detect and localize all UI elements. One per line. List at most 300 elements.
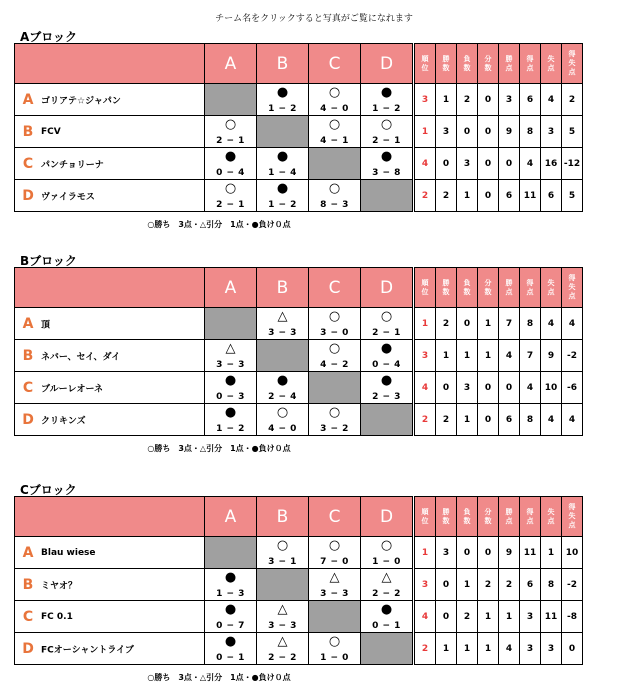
- stat-value: 0: [436, 372, 457, 404]
- stat-value: 1: [457, 569, 478, 601]
- result-score: 4 − 0: [268, 424, 297, 434]
- match-result-cell: [361, 308, 414, 340]
- stat-value: 2: [436, 404, 457, 436]
- match-result-cell: [205, 116, 257, 148]
- result-score: 3 − 3: [268, 621, 297, 631]
- result-score: 1 − 2: [268, 104, 297, 114]
- result-score: 3 − 1: [268, 557, 297, 567]
- match-result-cell: [309, 340, 361, 372]
- stat-column-header: [499, 268, 520, 308]
- result-score: 1 − 3: [216, 589, 245, 599]
- team-cell: [15, 340, 205, 372]
- stat-header-label: 負数: [463, 54, 471, 72]
- team-row: [15, 404, 583, 436]
- match-result-cell: [205, 601, 257, 633]
- stat-value: 3: [457, 148, 478, 180]
- match-result-cell: [257, 180, 309, 212]
- stat-header-label: 勝数: [442, 507, 450, 525]
- stat-value: 6: [499, 404, 520, 436]
- rank-value: 2: [414, 633, 436, 665]
- result-mark: ○: [328, 85, 341, 100]
- stat-column-header: [562, 44, 583, 84]
- stat-header-label: 勝数: [442, 54, 450, 72]
- result-mark: ●: [224, 373, 237, 388]
- result-score: 3 − 2: [320, 424, 349, 434]
- stat-value: 0: [478, 116, 499, 148]
- result-mark: ●: [224, 405, 237, 420]
- stat-value: 1: [478, 633, 499, 665]
- header-row: [15, 44, 583, 84]
- opponent-column-header: B: [257, 44, 309, 84]
- match-result-cell: [361, 148, 414, 180]
- stat-column-header: [414, 44, 436, 84]
- stat-header-label: 順位: [421, 507, 429, 525]
- stat-column-header: [541, 497, 562, 537]
- rank-value: 3: [414, 569, 436, 601]
- result-score: 2 − 2: [372, 589, 401, 599]
- opponent-column-header: C: [309, 44, 361, 84]
- stat-value: 0: [478, 537, 499, 569]
- opponent-column-header: A: [205, 44, 257, 84]
- stat-value: 2: [457, 84, 478, 116]
- result-mark: △: [225, 341, 236, 356]
- stat-value: 9: [499, 537, 520, 569]
- match-result-cell: [309, 537, 361, 569]
- team-name-link[interactable]: Blau wiese: [41, 547, 96, 558]
- match-result-cell: [309, 569, 361, 601]
- result-mark: △: [277, 602, 288, 617]
- match-result-cell: [361, 601, 414, 633]
- team-cell: [15, 569, 205, 601]
- result-mark: ○: [328, 634, 341, 649]
- rank-value: 2: [414, 180, 436, 212]
- header-row: [15, 268, 583, 308]
- team-cell: [15, 372, 205, 404]
- result-score: 1 − 0: [320, 653, 349, 663]
- opponent-column-header: D: [361, 268, 414, 308]
- stat-value: 3: [541, 633, 562, 665]
- match-result-cell: [257, 537, 309, 569]
- stat-header-label: 得失点: [568, 503, 576, 529]
- match-result-cell: [309, 404, 361, 436]
- stat-value: 3: [541, 116, 562, 148]
- stat-value: 2: [478, 569, 499, 601]
- stat-column-header: [541, 268, 562, 308]
- stat-value: 1: [457, 633, 478, 665]
- team-row: [15, 601, 583, 633]
- stat-column-header: [457, 268, 478, 308]
- team-letter: A: [22, 315, 34, 332]
- result-score: 3 − 8: [372, 168, 401, 178]
- block-title: Aブロック: [20, 30, 78, 44]
- stat-value: 1: [478, 340, 499, 372]
- stat-header-label: 得点: [526, 54, 534, 72]
- stat-value: 0: [478, 180, 499, 212]
- stat-value: 0: [436, 601, 457, 633]
- team-row: [15, 372, 583, 404]
- stat-value: 16: [541, 148, 562, 180]
- stat-value: 1: [541, 537, 562, 569]
- team-letter: B: [22, 123, 34, 140]
- opponent-column-header: D: [361, 497, 414, 537]
- stat-value: 0: [562, 633, 583, 665]
- stat-value: 10: [562, 537, 583, 569]
- result-score: 4 − 0: [320, 104, 349, 114]
- result-mark: ○: [328, 117, 341, 132]
- stat-header-label: 順位: [421, 278, 429, 296]
- team-name-link[interactable]: FCオーシャントライブ: [41, 645, 134, 655]
- result-score: 3 − 3: [320, 589, 349, 599]
- stat-column-header: [478, 497, 499, 537]
- match-result-cell: [257, 308, 309, 340]
- result-score: 1 − 0: [372, 557, 401, 567]
- team-header-cell: [15, 44, 205, 84]
- team-row: [15, 148, 583, 180]
- team-row: [15, 340, 583, 372]
- match-result-cell: [205, 569, 257, 601]
- stat-value: 4: [541, 308, 562, 340]
- result-legend: ○勝ち 3点・△引分 1点・●負け０点: [147, 673, 291, 682]
- header-row: [15, 497, 583, 537]
- stat-header-label: 勝点: [505, 507, 513, 525]
- result-mark: ●: [276, 85, 289, 100]
- stat-value: 2: [562, 84, 583, 116]
- result-mark: ○: [224, 117, 237, 132]
- team-name-link[interactable]: FCV: [41, 126, 61, 137]
- stat-value: 8: [520, 404, 541, 436]
- team-row: [15, 180, 583, 212]
- result-mark: ●: [224, 602, 237, 617]
- team-row: [15, 116, 583, 148]
- standings-table: [14, 267, 583, 436]
- stat-value: 4: [562, 308, 583, 340]
- result-score: 1 − 2: [372, 104, 401, 114]
- stat-value: 0: [436, 569, 457, 601]
- standings-table: [14, 43, 583, 212]
- result-score: 4 − 1: [320, 136, 349, 146]
- result-score: 1 − 2: [268, 200, 297, 210]
- match-result-cell: [309, 116, 361, 148]
- stat-value: 9: [499, 116, 520, 148]
- stat-value: 11: [541, 601, 562, 633]
- stat-header-label: 失点: [547, 507, 555, 525]
- match-result-cell: [205, 633, 257, 665]
- stat-value: 4: [562, 404, 583, 436]
- stat-column-header: [457, 44, 478, 84]
- stat-column-header: [499, 44, 520, 84]
- stat-value: 8: [520, 116, 541, 148]
- team-cell: [15, 84, 205, 116]
- match-result-cell: [361, 372, 414, 404]
- stat-column-header: [436, 44, 457, 84]
- result-score: 2 − 1: [372, 136, 401, 146]
- team-cell: [15, 308, 205, 340]
- result-score: 2 − 3: [372, 392, 401, 402]
- result-mark: ●: [276, 373, 289, 388]
- rank-value: 4: [414, 148, 436, 180]
- stat-header-label: 勝点: [505, 54, 513, 72]
- stat-header-label: 勝数: [442, 278, 450, 296]
- team-letter: A: [22, 91, 34, 108]
- stat-value: 0: [478, 148, 499, 180]
- match-result-cell: [309, 308, 361, 340]
- stat-column-header: [541, 44, 562, 84]
- team-name-link[interactable]: パンチョリーナ: [41, 160, 104, 170]
- stat-column-header: [520, 497, 541, 537]
- stat-column-header: [436, 497, 457, 537]
- stat-column-header: [520, 268, 541, 308]
- self-match-cell: [205, 84, 257, 116]
- stat-value: 3: [436, 116, 457, 148]
- stat-header-label: 負数: [463, 507, 471, 525]
- result-score: 2 − 4: [268, 392, 297, 402]
- stat-value: -8: [562, 601, 583, 633]
- stat-header-label: 負数: [463, 278, 471, 296]
- stat-column-header: [414, 497, 436, 537]
- result-score: 1 − 4: [268, 168, 297, 178]
- rank-value: 3: [414, 84, 436, 116]
- result-mark: ●: [380, 85, 393, 100]
- result-mark: ○: [328, 341, 341, 356]
- block-title: Bブロック: [20, 254, 77, 268]
- rank-value: 4: [414, 601, 436, 633]
- stat-value: 11: [520, 537, 541, 569]
- stat-value: 9: [541, 340, 562, 372]
- team-letter: C: [22, 608, 34, 625]
- stat-value: 1: [436, 84, 457, 116]
- stat-value: 6: [520, 84, 541, 116]
- rank-value: 1: [414, 308, 436, 340]
- match-result-cell: [205, 340, 257, 372]
- result-mark: ○: [328, 309, 341, 324]
- stat-column-header: [520, 44, 541, 84]
- stat-value: -12: [562, 148, 583, 180]
- stat-value: 7: [520, 340, 541, 372]
- stat-value: 1: [478, 308, 499, 340]
- self-match-cell: [309, 601, 361, 633]
- result-score: 0 − 4: [372, 360, 401, 370]
- self-match-cell: [361, 180, 414, 212]
- result-mark: ●: [380, 341, 393, 356]
- team-cell: [15, 601, 205, 633]
- result-mark: ●: [380, 149, 393, 164]
- result-score: 1 − 2: [216, 424, 245, 434]
- team-header-cell: [15, 268, 205, 308]
- result-mark: ○: [276, 538, 289, 553]
- stat-value: 2: [436, 180, 457, 212]
- team-cell: [15, 148, 205, 180]
- stat-header-label: 得失点: [568, 274, 576, 300]
- stat-header-label: 得失点: [568, 50, 576, 76]
- stat-header-label: 勝点: [505, 278, 513, 296]
- match-result-cell: [205, 372, 257, 404]
- result-score: 4 − 2: [320, 360, 349, 370]
- stat-value: 4: [499, 633, 520, 665]
- stat-column-header: [499, 497, 520, 537]
- stat-header-label: 失点: [547, 54, 555, 72]
- opponent-column-header: A: [205, 497, 257, 537]
- result-mark: △: [329, 570, 340, 585]
- stat-header-label: 得点: [526, 507, 534, 525]
- stat-value: 4: [541, 404, 562, 436]
- standings-table: [14, 496, 583, 665]
- stat-value: 1: [457, 340, 478, 372]
- stat-value: -2: [562, 340, 583, 372]
- result-mark: ●: [276, 149, 289, 164]
- result-mark: △: [381, 570, 392, 585]
- stat-value: 3: [436, 537, 457, 569]
- result-mark: ○: [380, 538, 393, 553]
- stat-column-header: [478, 44, 499, 84]
- result-score: 0 − 1: [372, 621, 401, 631]
- team-row: [15, 569, 583, 601]
- result-score: 0 − 4: [216, 168, 245, 178]
- click-notice: チーム名をクリックすると写真がご覧になれます: [215, 14, 413, 24]
- match-result-cell: [257, 601, 309, 633]
- rank-value: 4: [414, 372, 436, 404]
- stat-header-label: 分数: [484, 54, 492, 72]
- result-score: 7 − 0: [320, 557, 349, 567]
- stat-column-header: [457, 497, 478, 537]
- team-header-cell: [15, 497, 205, 537]
- stat-value: 4: [520, 148, 541, 180]
- stat-column-header: [562, 497, 583, 537]
- stat-value: 2: [499, 569, 520, 601]
- match-result-cell: [361, 569, 414, 601]
- result-mark: ○: [224, 181, 237, 196]
- match-result-cell: [257, 84, 309, 116]
- match-result-cell: [361, 340, 414, 372]
- result-mark: ○: [380, 309, 393, 324]
- result-mark: ○: [328, 181, 341, 196]
- stat-value: 6: [541, 180, 562, 212]
- stat-header-label: 得点: [526, 278, 534, 296]
- self-match-cell: [257, 116, 309, 148]
- team-row: [15, 84, 583, 116]
- stat-header-label: 分数: [484, 507, 492, 525]
- stat-value: 0: [478, 404, 499, 436]
- result-score: 3 − 0: [320, 328, 349, 338]
- team-name-link[interactable]: 頂: [41, 320, 51, 330]
- team-name-link[interactable]: ゴリアテ☆ジャパン: [41, 96, 121, 106]
- team-name-link[interactable]: ネバー、セイ、ダイ: [41, 352, 121, 362]
- result-score: 0 − 7: [216, 621, 245, 631]
- team-cell: [15, 116, 205, 148]
- self-match-cell: [361, 404, 414, 436]
- stat-value: 4: [541, 84, 562, 116]
- stat-column-header: [414, 268, 436, 308]
- team-name-link[interactable]: ミヤオ？: [41, 581, 78, 591]
- match-result-cell: [205, 148, 257, 180]
- match-result-cell: [205, 404, 257, 436]
- stat-value: 7: [499, 308, 520, 340]
- stat-value: 1: [457, 180, 478, 212]
- self-match-cell: [205, 308, 257, 340]
- result-score: 2 − 2: [268, 653, 297, 663]
- match-result-cell: [361, 116, 414, 148]
- stat-value: 4: [520, 372, 541, 404]
- team-letter: D: [22, 640, 34, 657]
- stat-value: 1: [478, 601, 499, 633]
- team-name-link[interactable]: クリキンズ: [41, 416, 86, 426]
- stat-value: 1: [436, 633, 457, 665]
- opponent-column-header: B: [257, 497, 309, 537]
- team-cell: [15, 404, 205, 436]
- team-letter: D: [22, 411, 34, 428]
- self-match-cell: [257, 340, 309, 372]
- stat-value: 11: [520, 180, 541, 212]
- stat-value: 8: [541, 569, 562, 601]
- stat-value: 5: [562, 180, 583, 212]
- team-name-link[interactable]: ブルーレオーネ: [41, 384, 104, 394]
- self-match-cell: [309, 148, 361, 180]
- match-result-cell: [257, 404, 309, 436]
- stat-value: 3: [520, 633, 541, 665]
- team-row: [15, 537, 583, 569]
- result-mark: ●: [224, 149, 237, 164]
- team-cell: [15, 633, 205, 665]
- result-mark: ○: [328, 405, 341, 420]
- stat-header-label: 順位: [421, 54, 429, 72]
- team-name-link[interactable]: ヴァイラモス: [41, 192, 95, 202]
- result-score: 2 − 1: [216, 136, 245, 146]
- stat-value: 3: [499, 84, 520, 116]
- result-legend: ○勝ち 3点・△引分 1点・●負け０点: [147, 444, 291, 453]
- rank-value: 1: [414, 537, 436, 569]
- result-mark: ○: [328, 538, 341, 553]
- stat-value: 0: [478, 372, 499, 404]
- stat-value: 0: [457, 308, 478, 340]
- stat-header-label: 失点: [547, 278, 555, 296]
- stat-value: 6: [499, 180, 520, 212]
- stat-value: 6: [520, 569, 541, 601]
- rank-value: 2: [414, 404, 436, 436]
- stat-value: 2: [436, 308, 457, 340]
- rank-value: 3: [414, 340, 436, 372]
- stat-value: 0: [436, 148, 457, 180]
- self-match-cell: [205, 537, 257, 569]
- stat-value: 10: [541, 372, 562, 404]
- stat-value: 2: [457, 601, 478, 633]
- opponent-column-header: C: [309, 497, 361, 537]
- opponent-column-header: B: [257, 268, 309, 308]
- stat-value: -2: [562, 569, 583, 601]
- opponent-column-header: D: [361, 44, 414, 84]
- result-mark: ●: [380, 373, 393, 388]
- match-result-cell: [309, 180, 361, 212]
- result-mark: ●: [380, 602, 393, 617]
- team-name-link[interactable]: FC 0.1: [41, 611, 73, 622]
- self-match-cell: [361, 633, 414, 665]
- team-letter: C: [22, 155, 34, 172]
- match-result-cell: [361, 84, 414, 116]
- result-mark: △: [277, 309, 288, 324]
- team-letter: D: [22, 187, 34, 204]
- stat-value: 1: [499, 601, 520, 633]
- match-result-cell: [309, 633, 361, 665]
- opponent-column-header: A: [205, 268, 257, 308]
- match-result-cell: [257, 148, 309, 180]
- team-letter: B: [22, 347, 34, 364]
- rank-value: 1: [414, 116, 436, 148]
- team-cell: [15, 537, 205, 569]
- result-mark: ○: [276, 405, 289, 420]
- result-mark: ●: [224, 570, 237, 585]
- stat-value: 0: [499, 148, 520, 180]
- stat-value: 1: [436, 340, 457, 372]
- team-row: [15, 308, 583, 340]
- result-mark: △: [277, 634, 288, 649]
